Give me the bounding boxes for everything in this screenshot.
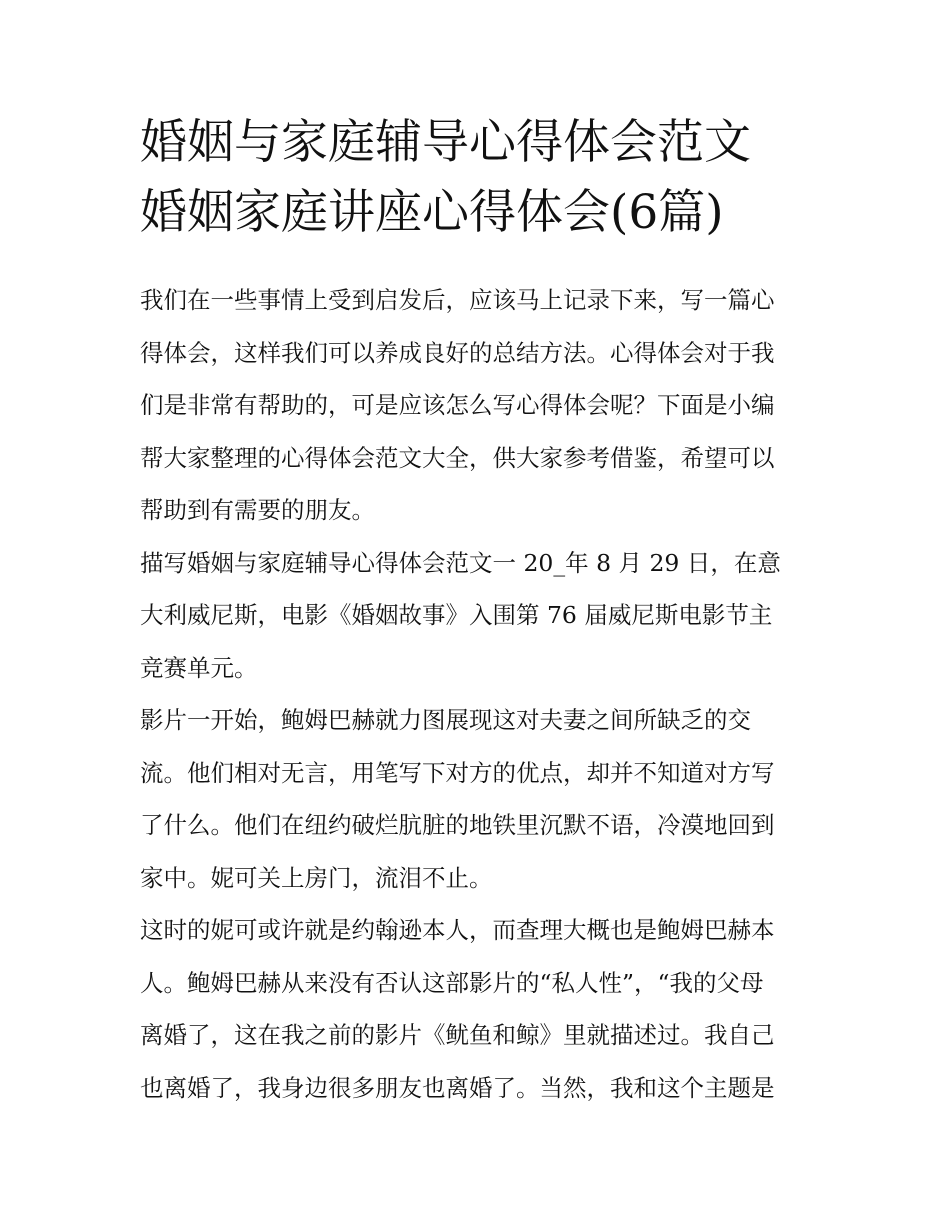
title-line: 婚姻与家庭辅导心得体会范文 bbox=[140, 115, 751, 170]
paragraph bbox=[140, 694, 830, 904]
text-line: 这时的妮可或许就是约翰逊本人，而查理大概也是鲍姆巴赫本 bbox=[140, 916, 775, 944]
text-line: 得体会，这样我们可以养成良好的总结方法。心得体会对于我 bbox=[140, 338, 775, 367]
text-line: 帮大家整理的心得体会范文大全，供大家参考借鉴，希望可以 bbox=[140, 443, 775, 472]
text-line: 描写婚姻与家庭辅导心得体会范文一 20_年 8 月 29 日，在意 bbox=[140, 548, 781, 577]
text-line: 也离婚了，我身边很多朋友也离婚了。当然，我和这个主题是 bbox=[140, 1073, 775, 1102]
text-line: 们是非常有帮助的，可是应该怎么写心得体会呢？下面是小编 bbox=[140, 391, 775, 419]
paragraph bbox=[140, 274, 830, 537]
document-body bbox=[140, 274, 830, 1114]
text-line: 流。他们相对无言，用笔写下对方的优点，却并不知道对方写 bbox=[140, 758, 775, 787]
text-line: 竞赛单元。 bbox=[140, 653, 258, 682]
paragraph bbox=[140, 537, 830, 695]
text-line: 帮助到有需要的朋友。 bbox=[140, 496, 375, 524]
title-line: 婚姻家庭讲座心得体会(6篇) bbox=[140, 185, 724, 240]
text-line: 了什么。他们在纽约破烂肮脏的地铁里沉默不语，冷漠地回到 bbox=[140, 811, 775, 839]
text-line: 离婚了，这在我之前的影片《鱿鱼和鲸》里就描述过。我自己 bbox=[140, 1021, 775, 1049]
text-line: 大利威尼斯，电影《婚姻故事》入围第 76 届威尼斯电影节主 bbox=[140, 601, 773, 629]
text-line: 人。鲍姆巴赫从来没有否认这部影片的“私人性”，“我的父母 bbox=[140, 968, 764, 997]
document-title bbox=[140, 108, 840, 248]
text-line: 我们在一些事情上受到启发后，应该马上记录下来，写一篇心 bbox=[140, 286, 775, 314]
paragraph bbox=[140, 904, 830, 1114]
text-line: 家中。妮可关上房门，流泪不止。 bbox=[140, 863, 493, 892]
text-line: 影片一开始，鲍姆巴赫就力图展现这对夫妻之间所缺乏的交 bbox=[140, 706, 751, 734]
